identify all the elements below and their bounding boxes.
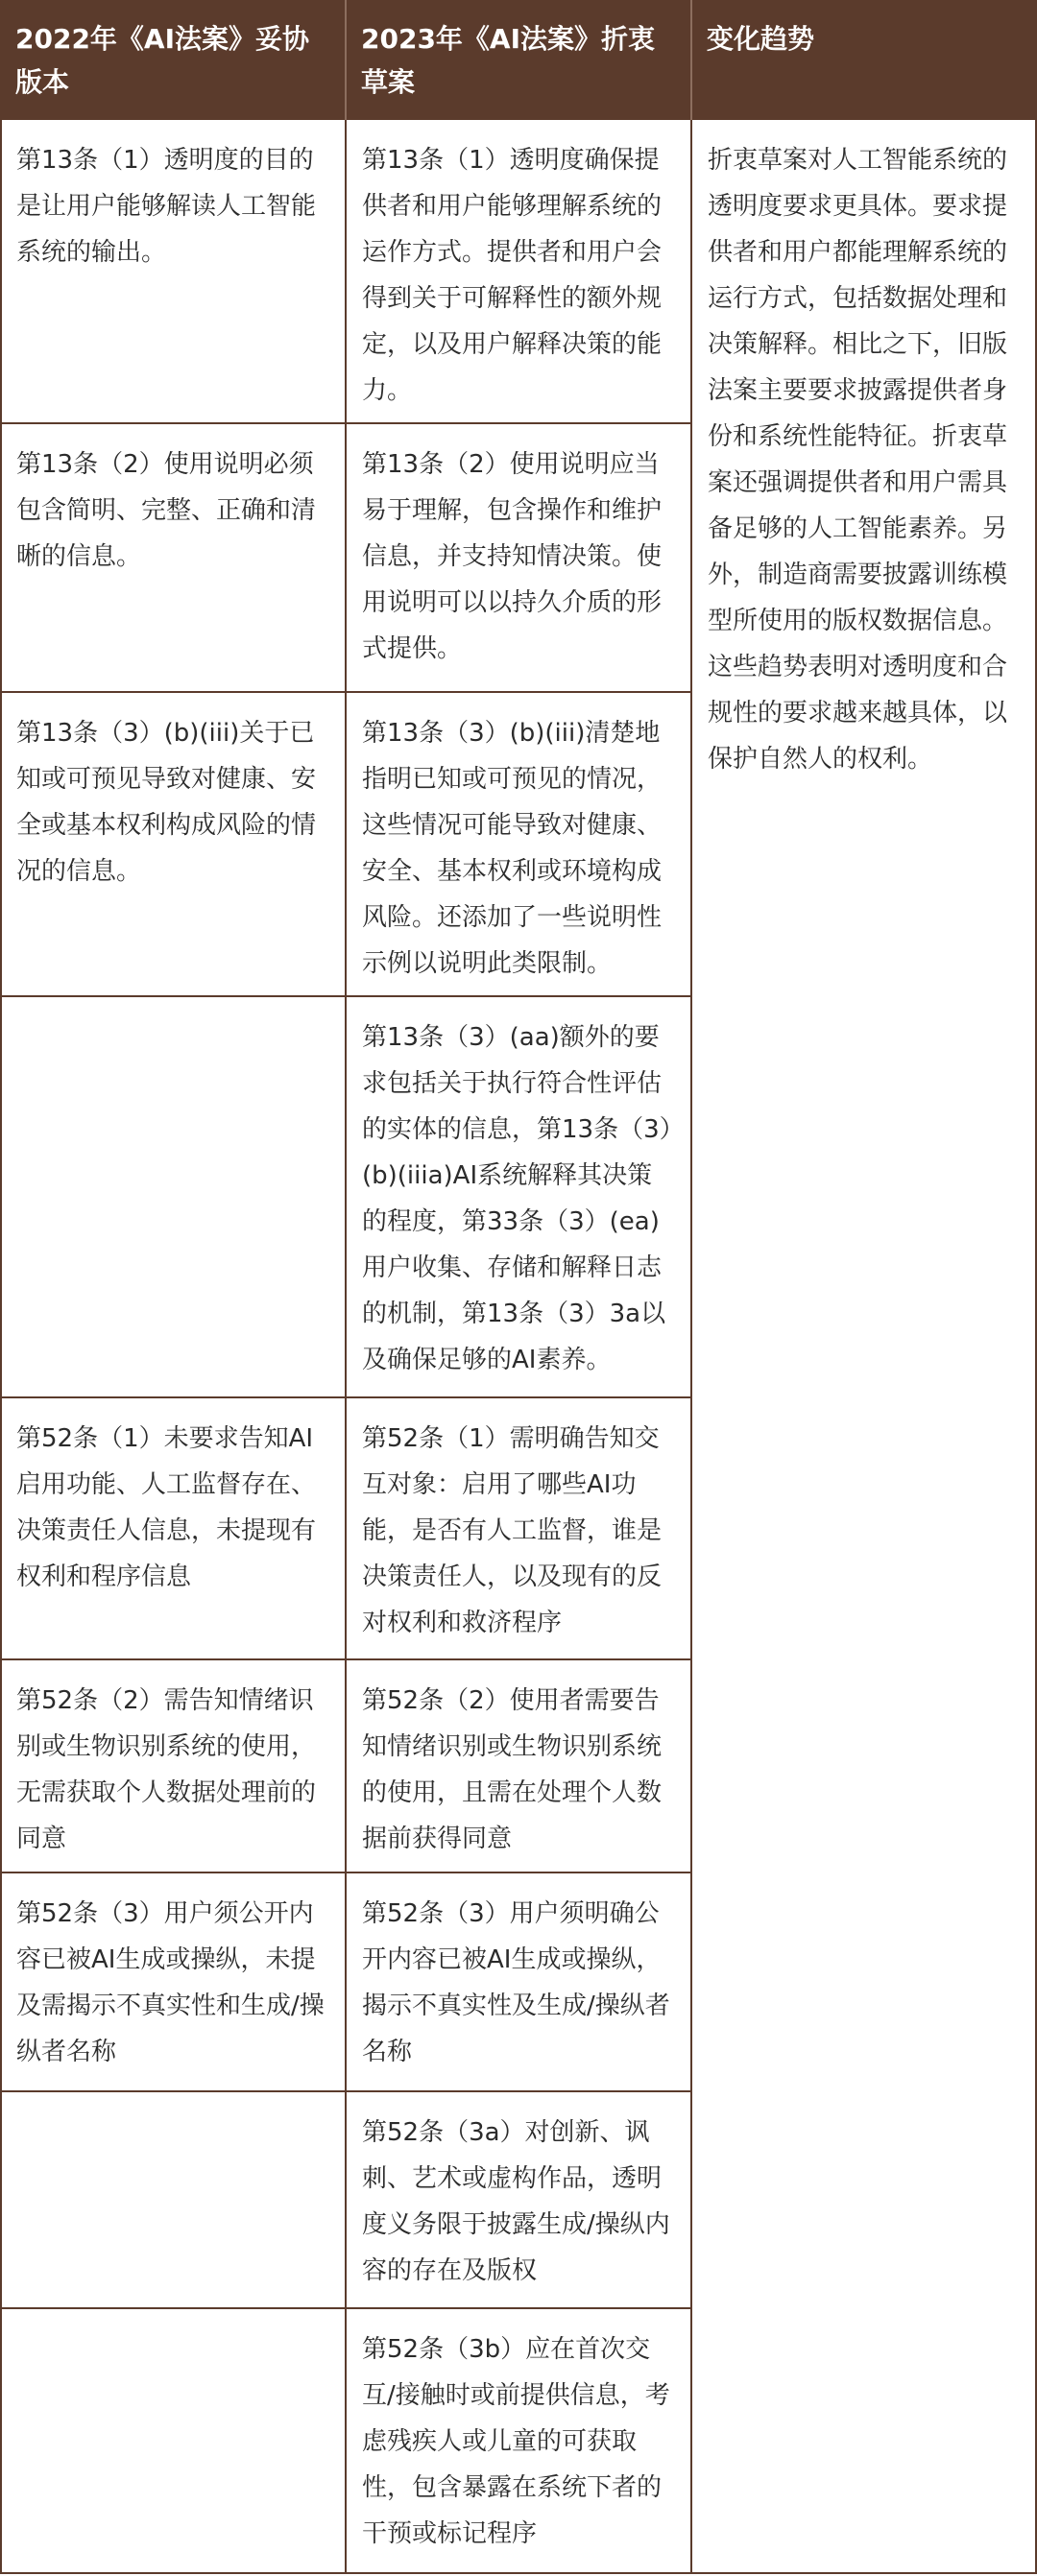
header-col-2023: 2023年《AI法案》折衷草案 [361, 23, 656, 98]
table-cell-2022: 第13条（3）(b)(iii)关于已知或可预见导致对健康、安全或基本权利构成风险的情况的信息。 [16, 719, 317, 886]
table-cell-2023: 第13条（2）使用说明应当易于理解，包含操作和维护信息，并支持知情决策。使用说明可以以持久介质的形式提供。 [362, 450, 663, 663]
table-cell-2022: 第52条（3）用户须公开内容已被AI生成或操纵，未提及需揭示不真实性和生成/操纵者名称 [16, 1899, 325, 2066]
table-cell-2023: 第52条（2）使用者需要告知情绪识别或生物识别系统的使用，且需在处理个人数据前获得同意 [362, 1686, 663, 1853]
table-cell-2023: 第13条（3）(aa)额外的要求包括关于执行符合性评估的实体的信息，第13条（3）(b)(iiia)AI系统解释其决策的程度，第33条（3）(ea)用户收集、存储和解释日志的机制，第13条（3）3a以及确保足够的AI素养。 [362, 1023, 672, 1374]
table-cell-2022: 第52条（2）需告知情绪识别或生物识别系统的使用，无需获取个人数据处理前的同意 [16, 1686, 317, 1853]
table-cell-2022: 第52条（1）未要求告知AI启用功能、人工监督存在、决策责任人信息，未提现有权利和程序信息 [16, 1424, 317, 1591]
header-col-2022: 2022年《AI法案》妥协版本 [15, 23, 310, 98]
table-cell-2022 [0, 997, 346, 1396]
table-cell-2022: 第13条（1）透明度的目的是让用户能够解读人工智能系统的输出。 [16, 146, 317, 267]
table-header [0, 0, 1037, 120]
table-cell-2022 [0, 2092, 346, 2307]
table-cell-2023: 第52条（3a）对创新、讽刺、艺术或虚构作品，透明度义务限于披露生成/操纵内容的存在及版权 [362, 2118, 670, 2285]
table-cell-2022: 第13条（2）使用说明必须包含简明、完整、正确和清晰的信息。 [16, 450, 317, 571]
table-cell-2023: 第52条（3）用户须明确公开内容已被AI生成或操纵，揭示不真实性及生成/操纵者名称 [362, 1899, 670, 2066]
header-col-trend: 变化趋势 [707, 23, 815, 55]
table-cell-2023: 第52条（3b）应在首次交互/接触时或前提供信息，考虑残疾人或儿童的可获取性，包含暴露在系统下者的干预或标记程序 [362, 2335, 670, 2548]
table-cell-2023: 第52条（1）需明确告知交互对象：启用了哪些AI功能，是否有人工监督，谁是决策责任人，以及现有的反对权利和救济程序 [362, 1424, 663, 1637]
table-border-bottom [0, 2572, 1037, 2574]
table-cell-2023: 第13条（1）透明度确保提供者和用户能够理解系统的运作方式。提供者和用户会得到关于可解释性的额外规定，以及用户解释决策的能力。 [362, 146, 663, 405]
table-cell-trend: 折衷草案对人工智能系统的透明度要求更具体。要求提供者和用户都能理解系统的运行方式，包括数据处理和决策解释。相比之下，旧版法案主要要求披露提供者身份和系统性能特征。折衷草案还强调提供者和用户需具备足够的人工智能素养。另外，制造商需要披露训练模型所使用的版权数据信息。这些趋势表明对透明度和合规性的要求越来越具体，以保护自然人的权利。 [708, 146, 1008, 774]
table-cell-2023: 第13条（3）(b)(iii)清楚地指明已知或可预见的情况，这些情况可能导致对健康、安全、基本权利或环境构成风险。还添加了一些说明性示例以说明此类限制。 [362, 719, 663, 978]
table-cell-2022 [0, 2309, 346, 2572]
